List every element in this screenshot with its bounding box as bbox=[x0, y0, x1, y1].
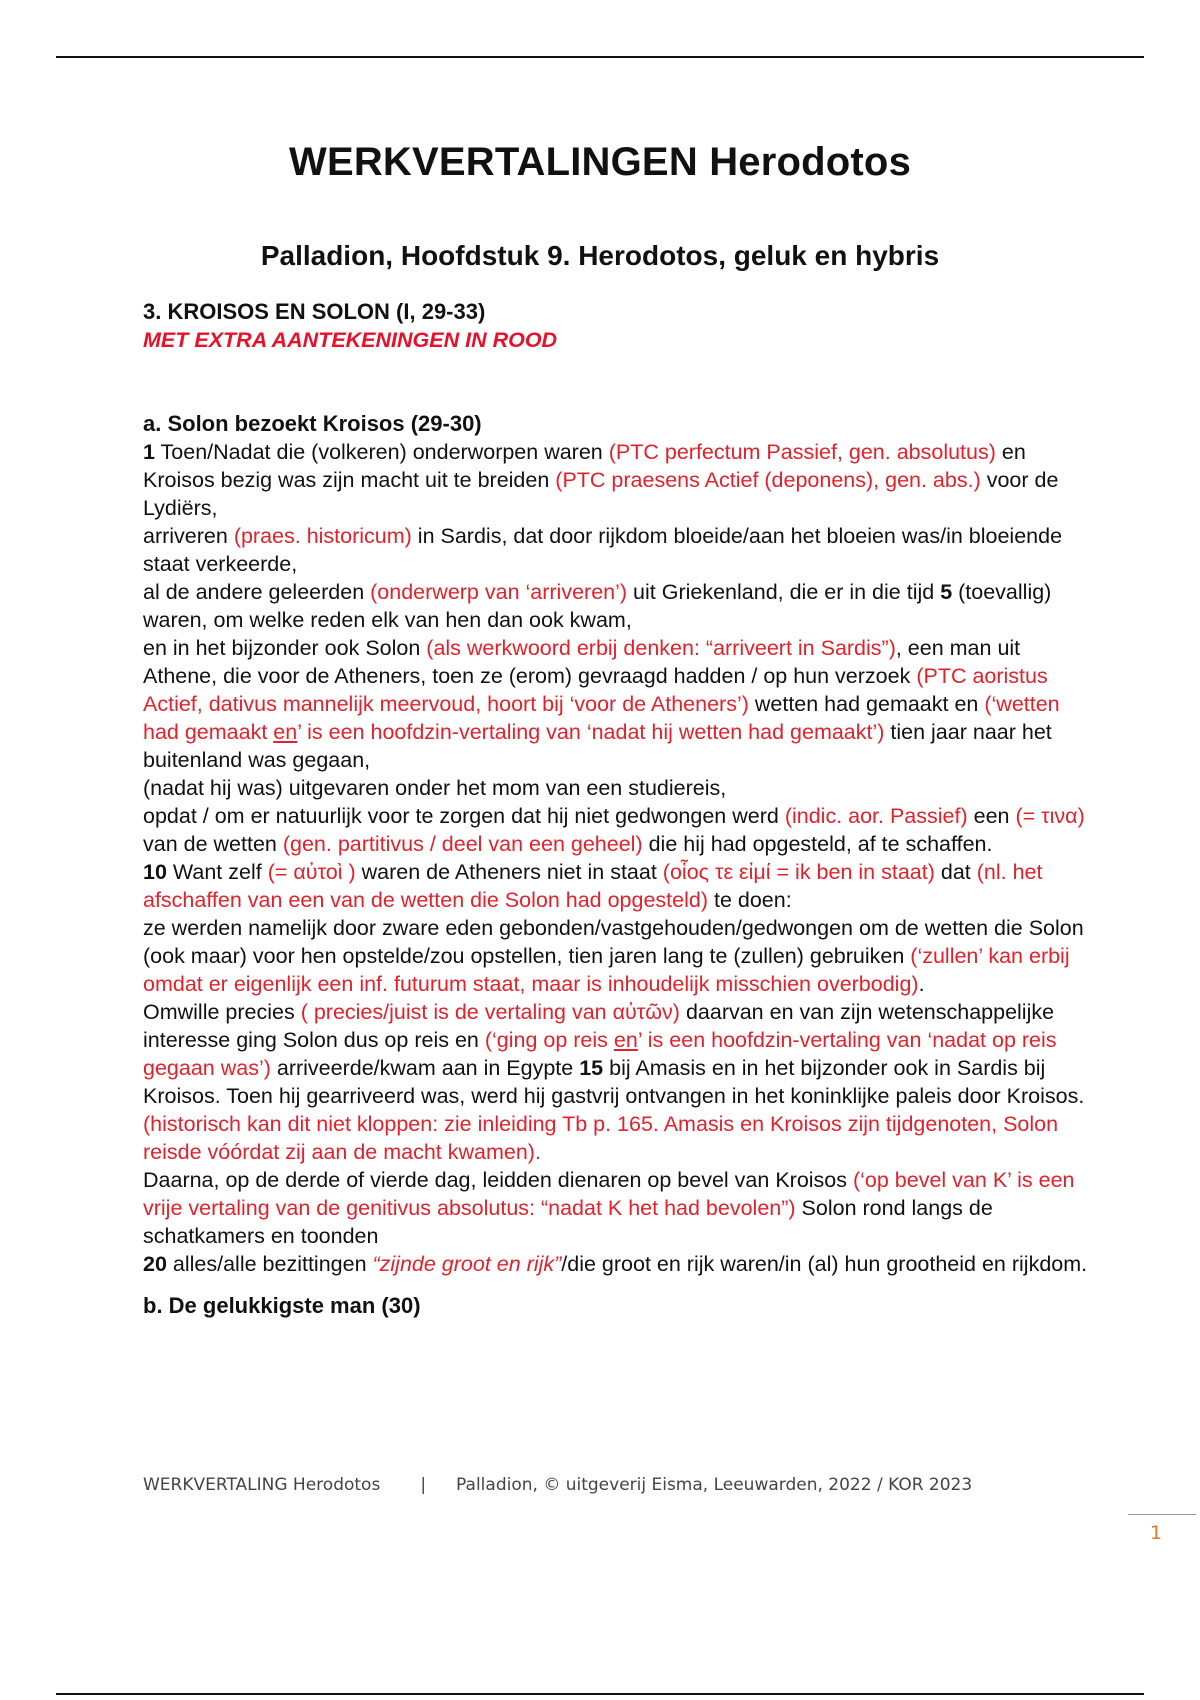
text-run: voor de Lydiërs, bbox=[143, 468, 1059, 520]
text-run: (nadat hij was) uitgevaren onder het mom van een studiereis, bbox=[143, 776, 727, 800]
top-rule bbox=[56, 56, 1144, 58]
text-run: te doen: bbox=[708, 888, 792, 912]
note-run-italic: “zijnde groot en rijk” bbox=[372, 1252, 562, 1276]
heading-a: a. Solon bezoekt Kroisos (29-30) bbox=[143, 411, 482, 436]
line-number: 15 bbox=[579, 1056, 604, 1080]
note-run: ’ is een hoofdzin-vertaling van ‘nadat hij wetten had gemaakt’) bbox=[297, 720, 885, 744]
paragraph bbox=[143, 914, 1098, 998]
paragraph bbox=[143, 578, 1098, 634]
text-run: opdat / om er natuurlijk voor te zorgen dat hij niet gedwongen werd bbox=[143, 804, 785, 828]
paragraph bbox=[143, 998, 1098, 1166]
text-run: en Kroisos bezig was zijn macht uit te breiden bbox=[143, 440, 1026, 492]
paragraph bbox=[143, 802, 1098, 858]
paragraph bbox=[143, 1250, 1098, 1278]
note-run: (‘op bevel van K’ is een vrije vertaling van de genitivus absolutus: “nadat K het had bevolen”) bbox=[143, 1168, 1075, 1220]
bottom-rule bbox=[56, 1693, 1144, 1695]
text-run: Toen/Nadat die (volkeren) onderworpen waren bbox=[154, 440, 609, 464]
paragraph bbox=[143, 634, 1098, 774]
note-run: ’ is een hoofdzin-vertaling van ‘nadat op reis gegaan was’) bbox=[143, 1028, 1057, 1080]
section-note: MET EXTRA AANTEKENINGEN IN ROOD bbox=[143, 328, 558, 352]
text-run: bij Amasis en in het bijzonder ook in Sardis bij Kroisos. Toen hij gearriveerd was, werd hij gastvrij ontvangen in het koninklijke paleis door Kroisos. bbox=[143, 1056, 1085, 1108]
footer bbox=[143, 1475, 972, 1495]
note-run: (indic. aor. Passief) bbox=[784, 804, 968, 828]
note-run: (‘ging op reis bbox=[484, 1028, 614, 1052]
section-label: 3. KROISOS EN SOLON (I, 29-33) bbox=[143, 299, 486, 324]
note-run-underlined: en bbox=[613, 1028, 638, 1052]
note-run: (‘wetten had gemaakt bbox=[143, 692, 1060, 744]
text-run: die hij had opgesteld, af te schaffen. bbox=[642, 832, 993, 856]
text-run: dat bbox=[934, 860, 977, 884]
text-run: (toevallig) waren, om welke reden elk van hen dan ook kwam, bbox=[143, 580, 1052, 632]
text-run: daarvan en van zijn wetenschappelijke interesse ging Solon dus op reis en bbox=[143, 1000, 1055, 1052]
text-run: arriveerde/kwam aan in Egypte bbox=[270, 1056, 580, 1080]
line-number: 5 bbox=[940, 580, 953, 604]
heading-b: b. De gelukkigste man (30) bbox=[143, 1293, 421, 1318]
paragraph bbox=[143, 1166, 1098, 1250]
paragraph bbox=[143, 858, 1098, 914]
text-run: Want zelf bbox=[166, 860, 268, 884]
paragraph bbox=[143, 438, 1098, 522]
text-run: Solon rond langs de schatkamers en toonden bbox=[143, 1196, 993, 1248]
note-run-underlined: en bbox=[273, 720, 298, 744]
note-run: (= αὐτοὶ ) bbox=[267, 860, 356, 884]
text-run: en in het bijzonder ook Solon bbox=[143, 636, 427, 660]
footer-left: WERKVERTALING Herodotos bbox=[143, 1475, 381, 1495]
text-run: ze werden namelijk door zware eden gebonden/vastgehouden/gedwongen om de wetten die Solon (ook maar) voor hen opstelde/zou opstellen, tien jaren lang te (zullen) gebruiken bbox=[143, 916, 1084, 968]
text-run: wetten had gemaakt en bbox=[748, 692, 985, 716]
text-run: van de wetten bbox=[143, 832, 283, 856]
note-run: (PTC perfectum Passief, gen. absolutus) bbox=[608, 440, 996, 464]
spacer bbox=[143, 1278, 1098, 1292]
page-number-rule bbox=[1128, 1514, 1196, 1515]
text-run: , een man uit Athene, die voor de Atheners, toen ze (erom) gevraagd hadden / op hun verzoek bbox=[143, 636, 1021, 688]
footer-right: Palladion, © uitgeverij Eisma, Leeuwarden, 2022 / KOR 2023 bbox=[456, 1475, 973, 1495]
paragraph bbox=[143, 774, 1098, 802]
note-run: ( precies/juist is de vertaling van αὐτῶν) bbox=[300, 1000, 680, 1024]
note-run: (= τινα) bbox=[1015, 804, 1085, 828]
line-number: 10 bbox=[143, 860, 167, 884]
note-run: (‘zullen’ kan erbij omdat er eigenlijk een inf. futurum staat, maar is inhoudelijk misschien overbodig) bbox=[143, 944, 1070, 996]
page-number: 1 bbox=[1150, 1522, 1163, 1544]
document-title: WERKVERTALINGEN Herodotos bbox=[288, 140, 912, 184]
note-run: (praes. historicum) bbox=[233, 524, 412, 548]
footer-separator: | bbox=[420, 1475, 427, 1495]
line-number: 20 bbox=[143, 1252, 167, 1276]
text-run: al de andere geleerden bbox=[143, 580, 371, 604]
note-run: (historisch kan dit niet kloppen: zie inleiding Tb p. 165. Amasis en Kroisos zijn tijdgenoten, Solon reisde vóórdat zij aan de macht kwamen). bbox=[143, 1112, 1059, 1164]
text-run: alles/alle bezittingen bbox=[166, 1252, 373, 1276]
text-run: arriveren bbox=[143, 524, 234, 548]
translation-body bbox=[143, 438, 1098, 1278]
note-run: (gen. partitivus / deel van een geheel) bbox=[282, 832, 643, 856]
text-run: /die groot en rijk waren/in (al) hun grootheid en rijkdom. bbox=[561, 1252, 1088, 1276]
text-run: tien jaar naar het buitenland was gegaan, bbox=[143, 720, 1052, 772]
document-content bbox=[143, 298, 1098, 1320]
note-run: (PTC aoristus Actief, dativus mannelijk meervoud, hoort bij ‘voor de Atheners’) bbox=[143, 664, 1048, 716]
note-run: (PTC praesens Actief (deponens), gen. abs.) bbox=[555, 468, 981, 492]
text-run: Daarna, op de derde of vierde dag, leidden dienaren op bevel van Kroisos bbox=[143, 1168, 853, 1192]
text-run: waren de Atheners niet in staat bbox=[355, 860, 663, 884]
line-number: 1 bbox=[143, 440, 155, 464]
note-run: (nl. het afschaffen van een van de wetten die Solon had opgesteld) bbox=[143, 860, 1043, 912]
note-run: (als werkwoord erbij denken: “arriveert in Sardis”) bbox=[426, 636, 896, 660]
spacer bbox=[143, 354, 1098, 410]
text-run: in Sardis, dat door rijkdom bloeide/aan het bloeien was/in bloeiende staat verkeerde, bbox=[143, 524, 1063, 576]
text-run: uit Griekenland, die er in die tijd bbox=[627, 580, 941, 604]
text-run: een bbox=[967, 804, 1016, 828]
text-run: . bbox=[918, 972, 925, 996]
text-run: Omwille precies bbox=[143, 1000, 301, 1024]
paragraph bbox=[143, 522, 1098, 578]
note-run: (onderwerp van ‘arriveren’) bbox=[370, 580, 628, 604]
document-subtitle: Palladion, Hoofdstuk 9. Herodotos, geluk en hybris bbox=[260, 240, 940, 271]
note-run: (οἷος τε εἰμί = ik ben in staat) bbox=[662, 860, 935, 884]
